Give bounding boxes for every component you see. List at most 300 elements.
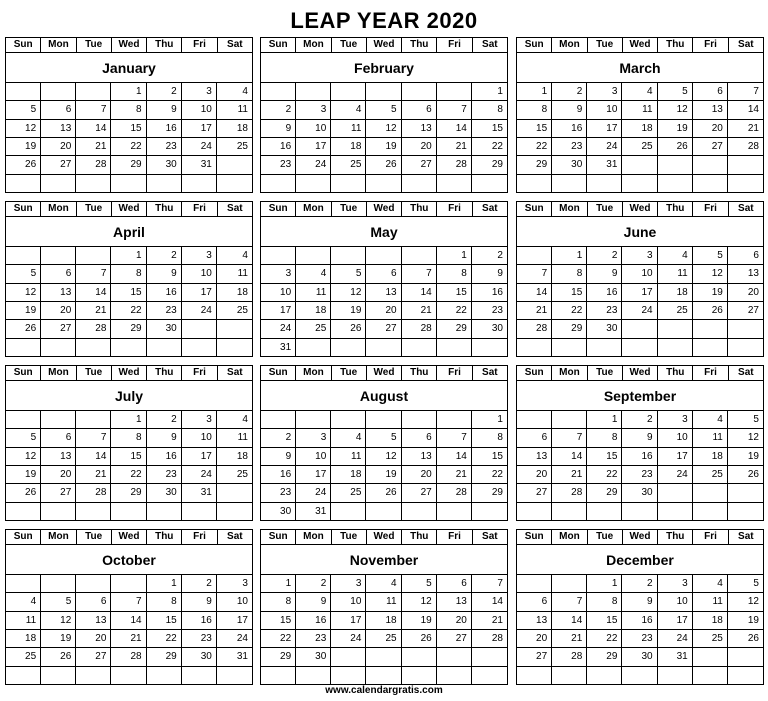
day-cell: 9 xyxy=(552,101,587,119)
day-cell: 12 xyxy=(693,265,728,283)
day-cell: 6 xyxy=(41,265,76,283)
weekday-label: Sat xyxy=(738,39,754,50)
month-september xyxy=(516,365,764,521)
day-cell: 3 xyxy=(331,575,366,593)
day-cell: 27 xyxy=(41,320,76,338)
weekday-label: Sun xyxy=(517,38,552,52)
month-name: August xyxy=(261,381,507,411)
month-october xyxy=(5,529,253,685)
day-cell xyxy=(658,503,693,521)
day-cell: 22 xyxy=(587,466,622,484)
day-cell: 10 xyxy=(622,265,657,283)
day-cell: 24 xyxy=(331,630,366,648)
weekday-header xyxy=(517,366,763,381)
day-cell: 3 xyxy=(658,411,693,429)
day-cell: 6 xyxy=(76,593,111,611)
day-cell: 18 xyxy=(217,448,252,466)
day-cell: 14 xyxy=(76,448,111,466)
day-cell xyxy=(331,411,366,429)
month-april xyxy=(5,201,253,357)
day-cell: 11 xyxy=(693,429,728,447)
day-cell: 1 xyxy=(472,411,507,429)
day-cell: 22 xyxy=(517,138,552,156)
day-cell: 24 xyxy=(182,138,217,156)
day-cell: 22 xyxy=(111,138,146,156)
day-cell xyxy=(728,339,763,357)
day-cell xyxy=(402,503,437,521)
day-cell xyxy=(552,339,587,357)
day-cell: 28 xyxy=(402,320,437,338)
day-cell: 5 xyxy=(728,411,763,429)
weekday-label: Fri xyxy=(182,202,217,216)
weekday-label: Mon xyxy=(552,530,587,544)
day-cell: 29 xyxy=(111,156,146,174)
weekday-label: Sun xyxy=(517,202,552,216)
month-may xyxy=(260,201,508,357)
day-cell: 30 xyxy=(147,484,182,502)
day-cell: 17 xyxy=(296,138,331,156)
day-cell: 31 xyxy=(261,339,296,357)
day-cell: 30 xyxy=(622,484,657,502)
weekday-header xyxy=(261,530,507,545)
day-cell: 18 xyxy=(296,302,331,320)
day-grid xyxy=(261,575,507,685)
day-cell: 25 xyxy=(217,302,252,320)
day-cell: 14 xyxy=(552,612,587,630)
day-cell: 4 xyxy=(622,83,657,101)
weekday-label: Tue xyxy=(588,38,623,52)
day-cell: 19 xyxy=(402,612,437,630)
day-cell: 23 xyxy=(261,156,296,174)
weekday-label: Thu xyxy=(147,202,182,216)
weekday-label: Wed xyxy=(112,202,147,216)
day-cell xyxy=(76,339,111,357)
day-cell: 29 xyxy=(552,320,587,338)
day-cell: 13 xyxy=(517,612,552,630)
day-cell: 4 xyxy=(693,575,728,593)
weekday-label: Sat xyxy=(482,39,498,50)
day-cell: 20 xyxy=(517,466,552,484)
day-cell: 26 xyxy=(331,320,366,338)
day-cell xyxy=(658,156,693,174)
day-cell xyxy=(517,575,552,593)
day-cell xyxy=(261,175,296,193)
day-cell: 21 xyxy=(76,302,111,320)
weekday-label: Wed xyxy=(112,366,147,380)
weekday-label: Tue xyxy=(77,530,112,544)
day-cell xyxy=(437,411,472,429)
day-cell: 16 xyxy=(622,448,657,466)
day-cell: 2 xyxy=(622,575,657,593)
day-cell: 4 xyxy=(366,575,401,593)
day-cell: 8 xyxy=(437,265,472,283)
weekday-label: Fri xyxy=(182,38,217,52)
day-cell: 14 xyxy=(552,448,587,466)
day-cell: 21 xyxy=(517,302,552,320)
weekday-header xyxy=(6,366,252,381)
day-cell: 25 xyxy=(366,630,401,648)
day-cell xyxy=(552,503,587,521)
weekday-label: Tue xyxy=(77,202,112,216)
day-cell: 11 xyxy=(331,448,366,466)
month-december xyxy=(516,529,764,685)
weekday-label: Wed xyxy=(112,38,147,52)
day-cell xyxy=(517,667,552,685)
day-cell: 7 xyxy=(437,429,472,447)
day-cell: 12 xyxy=(366,120,401,138)
day-cell: 22 xyxy=(111,466,146,484)
day-cell: 14 xyxy=(76,120,111,138)
day-cell: 21 xyxy=(402,302,437,320)
month-february xyxy=(260,37,508,193)
day-cell: 24 xyxy=(182,466,217,484)
day-cell xyxy=(437,339,472,357)
day-cell: 15 xyxy=(472,120,507,138)
weekday-label: Tue xyxy=(77,366,112,380)
day-cell: 25 xyxy=(693,466,728,484)
day-cell: 11 xyxy=(217,429,252,447)
day-grid xyxy=(517,411,763,521)
day-cell xyxy=(261,667,296,685)
day-cell xyxy=(41,503,76,521)
day-cell: 28 xyxy=(437,156,472,174)
day-cell: 19 xyxy=(6,138,41,156)
day-cell: 12 xyxy=(658,101,693,119)
day-cell xyxy=(366,648,401,666)
day-cell: 16 xyxy=(587,284,622,302)
weekday-label: Mon xyxy=(296,38,331,52)
month-name: November xyxy=(261,545,507,575)
weekday-label: Mon xyxy=(552,202,587,216)
day-cell: 2 xyxy=(147,411,182,429)
month-name: June xyxy=(517,217,763,247)
day-cell xyxy=(217,339,252,357)
day-cell: 5 xyxy=(402,575,437,593)
day-cell: 6 xyxy=(517,429,552,447)
day-cell xyxy=(366,339,401,357)
day-cell: 23 xyxy=(622,630,657,648)
day-cell xyxy=(331,648,366,666)
footer-url[interactable]: www.calendargratis.com xyxy=(325,685,443,696)
day-cell: 13 xyxy=(728,265,763,283)
day-cell: 19 xyxy=(728,612,763,630)
day-grid xyxy=(517,247,763,357)
day-cell: 9 xyxy=(147,429,182,447)
day-cell: 12 xyxy=(728,593,763,611)
day-cell xyxy=(472,503,507,521)
day-cell: 29 xyxy=(437,320,472,338)
day-cell xyxy=(517,503,552,521)
weekday-label: Mon xyxy=(41,202,76,216)
weekday-label: Thu xyxy=(658,38,693,52)
day-cell xyxy=(76,503,111,521)
day-cell xyxy=(217,484,252,502)
weekday-label: Thu xyxy=(147,38,182,52)
day-cell xyxy=(366,667,401,685)
day-cell: 10 xyxy=(182,101,217,119)
day-cell: 22 xyxy=(552,302,587,320)
day-cell: 7 xyxy=(76,265,111,283)
day-cell: 8 xyxy=(472,101,507,119)
day-cell: 28 xyxy=(111,648,146,666)
day-cell: 16 xyxy=(147,448,182,466)
weekday-label: Sun xyxy=(6,202,41,216)
weekday-label: Sat xyxy=(738,531,754,542)
weekday-label: Wed xyxy=(623,530,658,544)
day-grid xyxy=(6,575,252,685)
weekday-label: Thu xyxy=(402,366,437,380)
day-cell: 21 xyxy=(437,138,472,156)
day-cell: 23 xyxy=(261,484,296,502)
day-cell: 11 xyxy=(693,593,728,611)
day-cell: 18 xyxy=(331,466,366,484)
day-cell: 17 xyxy=(331,612,366,630)
day-cell: 22 xyxy=(472,138,507,156)
day-cell: 16 xyxy=(261,138,296,156)
day-cell: 12 xyxy=(366,448,401,466)
day-cell: 5 xyxy=(6,265,41,283)
day-cell: 16 xyxy=(472,284,507,302)
day-cell xyxy=(693,156,728,174)
day-cell: 26 xyxy=(6,484,41,502)
weekday-label: Sat xyxy=(482,203,498,214)
day-cell: 29 xyxy=(111,320,146,338)
weekday-label: Wed xyxy=(623,202,658,216)
day-cell: 17 xyxy=(658,612,693,630)
day-cell: 4 xyxy=(296,265,331,283)
day-cell: 16 xyxy=(552,120,587,138)
day-cell xyxy=(472,175,507,193)
day-cell: 29 xyxy=(472,156,507,174)
day-cell: 20 xyxy=(41,302,76,320)
day-cell: 7 xyxy=(517,265,552,283)
day-cell: 18 xyxy=(6,630,41,648)
weekday-label: Fri xyxy=(437,366,472,380)
day-cell: 25 xyxy=(217,138,252,156)
day-cell: 13 xyxy=(402,448,437,466)
day-cell: 10 xyxy=(182,265,217,283)
day-cell: 26 xyxy=(366,484,401,502)
day-cell: 13 xyxy=(402,120,437,138)
day-cell: 18 xyxy=(366,612,401,630)
day-cell xyxy=(622,156,657,174)
day-grid xyxy=(6,83,252,193)
day-cell: 23 xyxy=(552,138,587,156)
day-cell: 28 xyxy=(517,320,552,338)
day-cell: 20 xyxy=(693,120,728,138)
day-cell: 14 xyxy=(111,612,146,630)
day-cell: 11 xyxy=(296,284,331,302)
day-cell: 10 xyxy=(296,448,331,466)
day-cell xyxy=(552,175,587,193)
day-cell: 25 xyxy=(693,630,728,648)
day-cell: 7 xyxy=(472,575,507,593)
day-cell: 8 xyxy=(111,429,146,447)
day-cell xyxy=(437,503,472,521)
weekday-label: Sat xyxy=(738,203,754,214)
day-cell: 7 xyxy=(437,101,472,119)
day-cell: 22 xyxy=(111,302,146,320)
day-cell: 2 xyxy=(587,247,622,265)
weekday-header xyxy=(6,530,252,545)
day-cell: 24 xyxy=(261,320,296,338)
day-cell xyxy=(693,648,728,666)
day-cell: 2 xyxy=(261,429,296,447)
day-cell: 25 xyxy=(658,302,693,320)
day-cell: 27 xyxy=(41,484,76,502)
day-cell: 5 xyxy=(6,101,41,119)
day-cell: 8 xyxy=(147,593,182,611)
day-cell xyxy=(658,320,693,338)
day-cell xyxy=(402,667,437,685)
day-cell: 1 xyxy=(587,575,622,593)
day-cell: 8 xyxy=(111,101,146,119)
day-cell xyxy=(6,247,41,265)
day-cell xyxy=(622,667,657,685)
day-cell: 22 xyxy=(147,630,182,648)
day-cell: 6 xyxy=(41,101,76,119)
day-cell xyxy=(437,83,472,101)
day-cell: 26 xyxy=(41,648,76,666)
weekday-label: Mon xyxy=(552,38,587,52)
day-cell: 2 xyxy=(472,247,507,265)
day-cell: 20 xyxy=(402,138,437,156)
weekday-label: Fri xyxy=(437,38,472,52)
day-cell: 3 xyxy=(182,83,217,101)
day-cell: 2 xyxy=(147,83,182,101)
day-cell: 11 xyxy=(622,101,657,119)
day-cell: 24 xyxy=(296,156,331,174)
day-grid xyxy=(261,411,507,521)
weekday-label: Fri xyxy=(182,366,217,380)
day-cell: 8 xyxy=(472,429,507,447)
weekday-label: Tue xyxy=(332,366,367,380)
day-cell: 27 xyxy=(402,484,437,502)
day-cell: 24 xyxy=(217,630,252,648)
month-name: April xyxy=(6,217,252,247)
day-cell: 29 xyxy=(472,484,507,502)
day-grid xyxy=(6,247,252,357)
weekday-label: Sat xyxy=(482,531,498,542)
day-cell: 27 xyxy=(366,320,401,338)
day-cell: 13 xyxy=(41,448,76,466)
month-name: September xyxy=(517,381,763,411)
day-grid xyxy=(261,247,507,357)
day-cell xyxy=(728,320,763,338)
day-cell: 1 xyxy=(472,83,507,101)
day-cell xyxy=(693,320,728,338)
weekday-label: Fri xyxy=(437,202,472,216)
weekday-label: Wed xyxy=(623,366,658,380)
day-cell: 1 xyxy=(261,575,296,593)
day-cell: 30 xyxy=(182,648,217,666)
day-cell xyxy=(517,247,552,265)
day-cell: 12 xyxy=(728,429,763,447)
day-cell: 8 xyxy=(587,429,622,447)
day-cell xyxy=(41,575,76,593)
day-cell: 19 xyxy=(6,302,41,320)
day-cell: 16 xyxy=(261,466,296,484)
weekday-label: Tue xyxy=(77,38,112,52)
day-cell: 15 xyxy=(517,120,552,138)
day-cell xyxy=(622,339,657,357)
day-cell: 17 xyxy=(182,284,217,302)
day-cell: 4 xyxy=(217,411,252,429)
day-cell xyxy=(147,175,182,193)
day-cell: 28 xyxy=(437,484,472,502)
day-cell: 15 xyxy=(472,448,507,466)
month-name: October xyxy=(6,545,252,575)
day-cell: 7 xyxy=(76,429,111,447)
day-cell: 17 xyxy=(622,284,657,302)
day-cell: 29 xyxy=(111,484,146,502)
day-cell: 28 xyxy=(552,648,587,666)
day-cell xyxy=(111,503,146,521)
day-cell: 15 xyxy=(111,448,146,466)
weekday-label: Mon xyxy=(41,38,76,52)
day-cell: 26 xyxy=(658,138,693,156)
day-cell: 27 xyxy=(437,630,472,648)
day-cell xyxy=(111,175,146,193)
day-cell: 30 xyxy=(552,156,587,174)
day-cell: 6 xyxy=(402,101,437,119)
weekday-label: Wed xyxy=(367,530,402,544)
day-cell: 9 xyxy=(147,265,182,283)
day-cell: 16 xyxy=(182,612,217,630)
day-cell: 9 xyxy=(261,120,296,138)
day-cell: 9 xyxy=(472,265,507,283)
day-cell xyxy=(147,339,182,357)
day-cell: 8 xyxy=(552,265,587,283)
weekday-header xyxy=(261,366,507,381)
day-cell: 25 xyxy=(331,484,366,502)
day-cell xyxy=(111,575,146,593)
day-cell: 1 xyxy=(111,83,146,101)
day-cell: 6 xyxy=(693,83,728,101)
day-cell: 31 xyxy=(182,156,217,174)
day-cell: 20 xyxy=(728,284,763,302)
day-cell: 18 xyxy=(693,448,728,466)
day-cell: 4 xyxy=(693,411,728,429)
day-cell: 23 xyxy=(622,466,657,484)
day-cell: 20 xyxy=(76,630,111,648)
day-cell: 25 xyxy=(331,156,366,174)
day-cell: 6 xyxy=(728,247,763,265)
day-cell: 31 xyxy=(587,156,622,174)
weekday-label: Sun xyxy=(517,366,552,380)
day-cell: 15 xyxy=(437,284,472,302)
day-cell xyxy=(41,247,76,265)
day-cell: 20 xyxy=(517,630,552,648)
day-cell: 3 xyxy=(261,265,296,283)
day-cell xyxy=(517,175,552,193)
day-cell: 30 xyxy=(147,320,182,338)
day-cell: 30 xyxy=(147,156,182,174)
month-november xyxy=(260,529,508,685)
day-cell: 5 xyxy=(6,429,41,447)
day-cell xyxy=(217,156,252,174)
day-cell: 5 xyxy=(366,429,401,447)
day-cell xyxy=(472,648,507,666)
day-cell xyxy=(331,175,366,193)
day-cell xyxy=(6,175,41,193)
day-cell xyxy=(552,411,587,429)
day-cell xyxy=(41,83,76,101)
day-cell: 15 xyxy=(147,612,182,630)
day-cell xyxy=(587,339,622,357)
day-cell: 2 xyxy=(552,83,587,101)
weekday-label: Fri xyxy=(693,202,728,216)
